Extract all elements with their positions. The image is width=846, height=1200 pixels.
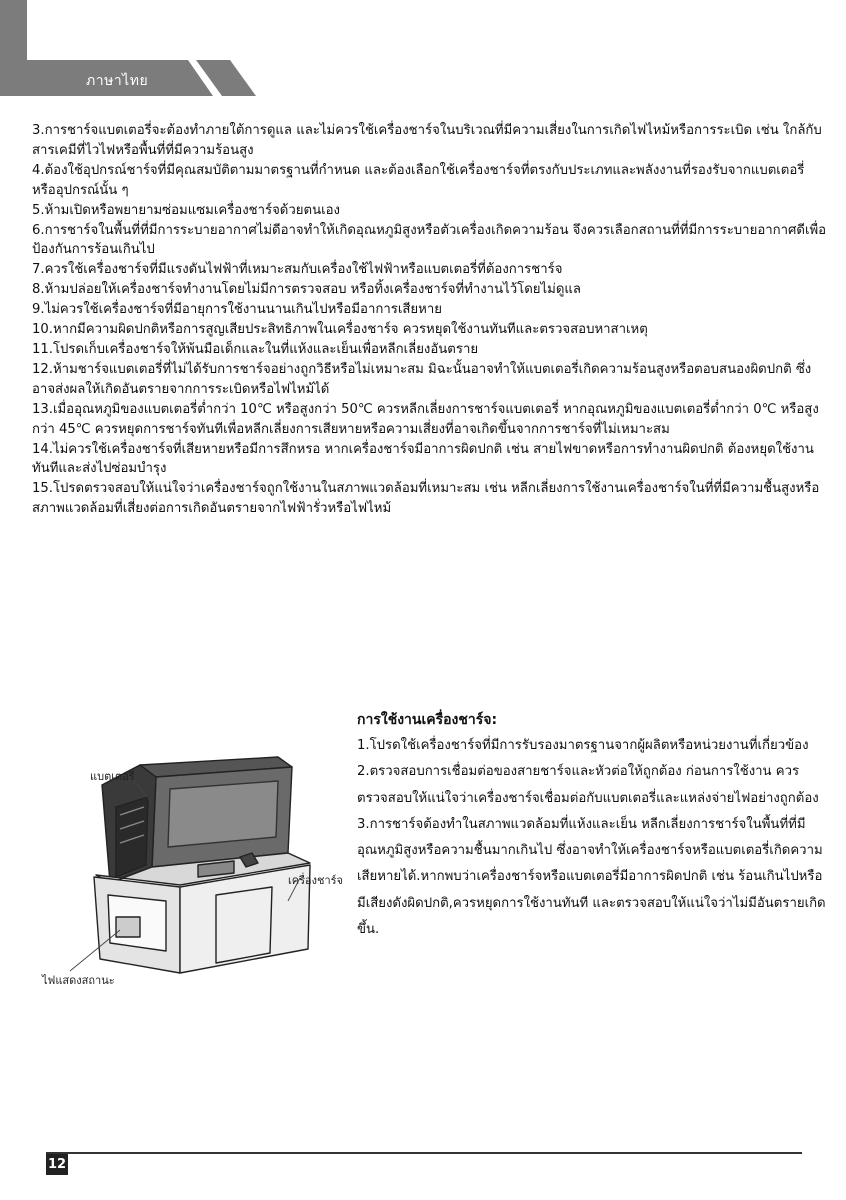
callout-lines bbox=[20, 745, 360, 995]
safety-item-10: 10.หากมีความผิดปกติหรือการสูญเสียประสิทธิภาพในเครื่องชาร์จ ควรหยุดใช้งานทันทีและตรวจสอบหาสาเหตุ bbox=[32, 322, 648, 338]
page-number: 12 bbox=[46, 1154, 68, 1175]
safety-item-14: 14.ไม่ควรใช้เครื่องชาร์จที่เสียหายหรือมีการสึกหรอ หากเครื่องชาร์จมีอาการผิดปกติ เช่น สายไฟขาดหรือการทำงานผิดปกติ ต้องหยุดใช้งานทันทีและส่งไปซ่อมบำรุง bbox=[32, 441, 814, 477]
safety-item-3: 3.การชาร์จแบตเตอรี่จะต้องทำภายใต้การดูแล และไม่ควรใช้เครื่องชาร์จในบริเวณที่มีความเสี่ยงในการเกิดไฟไหม้หรือการระเบิด เช่น ใกล้กับสารเคมีที่ไวไฟหรือพื้นที่ที่มีความร้อนสูง bbox=[32, 123, 822, 158]
safety-item-7: 7.ควรใช้เครื่องชาร์จที่มีแรงดันไฟฟ้าที่เหมาะสมกับเครื่องใช้ไฟฟ้าหรือแบตเตอรี่ที่ต้องการชาร์จ bbox=[32, 262, 563, 278]
usage-item-3: 3.การชาร์จต้องทำในสภาพแวดล้อมที่แห้งและเย็น หลีกเลี่ยงการชาร์จในพื้นที่ที่มีอุณหภูมิสูงหรือความชื้นมากเกินไป ซึ่งอาจทำให้เครื่องชาร์จหรือแบตเตอรี่เกิดความเสียหายได้.หากพบว่าเครื่องชาร์จหรือแบตเตอรี่มีอาการผิดปกติ เช่น ร้อนเกินไปหรือมีเสียงดังผิดปกติ,ควรหยุดการใช้งานทันที และตรวจสอบให้แน่ใจว่าไม่มีอันตรายเกิดขึ้น. bbox=[357, 816, 826, 938]
safety-item-9: 9.ไม่ควรใช้เครื่องชาร์จที่มีอายุการใช้งานนานเกินไปหรือมีอาการเสียหาย bbox=[32, 302, 442, 318]
battery-label: แบตเตอรี่ bbox=[90, 770, 135, 783]
usage-title: การใช้งานเครื่องชาร์จ: bbox=[357, 712, 498, 728]
usage-item-2: 2.ตรวจสอบการเชื่อมต่อของสายชาร์จและหัวต่อให้ถูกต้อง ก่อนการใช้งาน ควรตรวจสอบให้แน่ใจว่าเครื่องชาร์จเชื่อมต่อกับแบตเตอรี่และแหล่งจ่ายไฟอย่างถูกต้อง bbox=[357, 764, 819, 806]
language-label: ภาษาไทย bbox=[86, 73, 149, 89]
safety-item-6: 6.การชาร์จในพื้นที่ที่มีการระบายอากาศไม่ดีอาจทำให้เกิดอุณหภูมิสูงหรือตัวเครื่องเกิดความร้อน จึงควรเลือกสถานที่ที่มีการระบายอากาศดีเพื่อป้องกันการร้อนเกินไป bbox=[32, 222, 827, 258]
footer-rule bbox=[46, 1152, 802, 1154]
usage-item-1: 1.โปรดใช้เครื่องชาร์จที่มีการรับรองมาตรฐานจากผู้ผลิตหรือหน่วยงานที่เกี่ยวข้อง bbox=[357, 738, 809, 753]
safety-item-13: 13.เมื่ออุณหภูมิของแบตเตอรี่ต่ำกว่า 10℃ หรือสูงกว่า 50℃ ควรหลีกเลี่ยงการชาร์จแบตเตอรี่ หากอุณหภูมิของแบตเตอรี่ต่ำกว่า 0℃ หรือสูงกว่า 45℃ ควรหยุดการชาร์จทันทีเพื่อหลีกเลี่ยงการเสียหายหรือความเสี่ยงที่อาจเกิดขึ้นจากการชาร์จที่ไม่เหมาะสม bbox=[32, 401, 819, 437]
safety-item-5: 5.ห้ามเปิดหรือพยายามซ่อมแซมเครื่องชาร์จด้วยตนเอง bbox=[32, 202, 340, 218]
safety-item-11: 11.โปรดเก็บเครื่องชาร์จให้พ้นมือเด็กและในที่แห้งและเย็นเพื่อหลีกเลี่ยงอันตราย bbox=[32, 341, 479, 357]
charger-figure bbox=[20, 745, 360, 999]
usage-section bbox=[357, 707, 827, 943]
safety-item-8: 8.ห้ามปล่อยให้เครื่องชาร์จทำงานโดยไม่มีการตรวจสอบ หรือทิ้งเครื่องชาร์จที่ทำงานไว้โดยไม่ดูแล bbox=[32, 282, 581, 298]
status-light-label: ไฟแสดงสถานะ bbox=[42, 974, 115, 987]
safety-list bbox=[32, 121, 828, 519]
charger-label: เครื่องชาร์จ bbox=[288, 874, 343, 887]
safety-item-15: 15.โปรดตรวจสอบให้แน่ใจว่าเครื่องชาร์จถูกใช้งานในสภาพแวดล้อมที่เหมาะสม เช่น หลีกเลี่ยงการใช้งานเครื่องชาร์จในที่ที่มีความชื้นสูงหรือสภาพแวดล้อมที่เสี่ยงต่อการเกิดอันตรายจากไฟฟ้ารั่วหรือไฟไหม้ bbox=[32, 481, 820, 517]
safety-item-4: 4.ต้องใช้อุปกรณ์ชาร์จที่มีคุณสมบัติตามมาตรฐานที่กำหนด และต้องเลือกใช้เครื่องชาร์จที่ตรงกับประเภทและพลังงานที่รองรับจากแบตเตอรี่หรืออุปกรณ์นั้น ๆ bbox=[32, 162, 805, 198]
safety-item-12: 12.ห้ามชาร์จแบตเตอรี่ที่ไม่ได้รับการชาร์จอย่างถูกวิธีหรือไม่เหมาะสม มิฉะนั้นอาจทำให้แบตเตอรี่เกิดความร้อนสูงหรือตอบสนองผิดปกติ ซึ่งอาจส่งผลให้เกิดอันตรายจากการระเบิดหรือไฟไหม้ได้ bbox=[32, 361, 812, 397]
